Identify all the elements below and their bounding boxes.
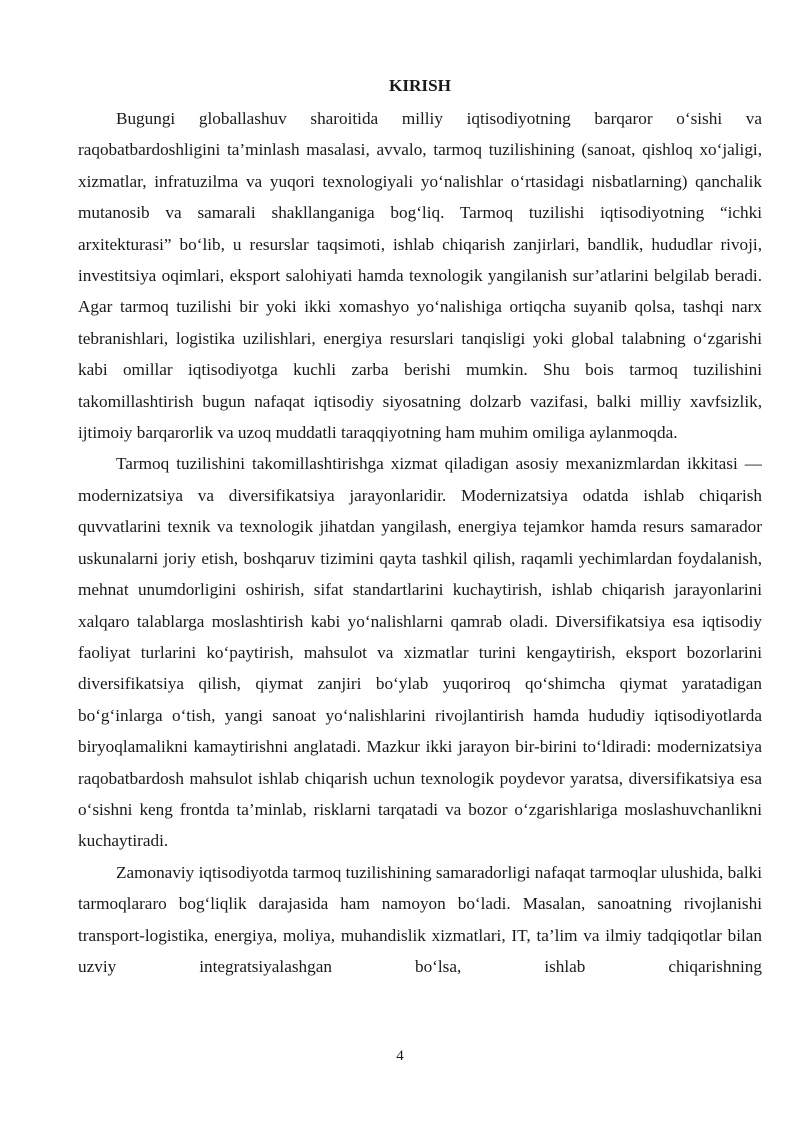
page-number: 4 [396,1048,404,1064]
paragraph-1: Bugungi globallashuv sharoitida milliy iqtisodiyotning barqaror o‘sishi va raqobatbardoshligini ta’minlash masalasi, avvalo, tarmoq tuzilishining (sanoat, qishloq xo‘jaligi, xizmatlar, infratuzilma va yuqori texnologiyali yo‘nalishlar o‘rtasidagi nisbatlarning) qanchalik mutanosib va samarali shakllanganiga bog‘liq. Tarmoq tuzilishi iqtisodiyotning “ichki arxitekturasi” bo‘lib, u resurslar taqsimoti, ishlab chiqarish zanjirlari, bandlik, hududlar rivoji, investitsiya oqimlari, eksport salohiyati hamda texnologik yangilanish sur’atlarini belgilab beradi. Agar tarmoq tuzilishi bir yoki ikki xomashyo yo‘nalishiga ortiqcha suyanib qolsa, tashqi narx tebranishlari, logistika uzilishlari, energiya resurslari tanqisligi yoki global talabning o‘zgarishi kabi omillar iqtisodiyotga kuchli zarba berishi mumkin. Shu bois tarmoq tuzilishini takomillashtirish bugun nafaqat iqtisodiy siyosatning dolzarb vazifasi, balki milliy xavfsizlik, ijtimoiy barqarorlik va uzoq muddatli taraqqiyotning ham muhim omiliga aylanmoqda. [78,109,762,443]
section-heading: KIRISH [388,76,452,95]
document-page [78,70,762,982]
paragraph-3: Zamonaviy iqtisodiyotda tarmoq tuzilishining samaradorligi nafaqat tarmoqlar ulushida, balki tarmoqlararo bog‘liqlik darajasida ham namoyon bo‘ladi. Masalan, sanoatning rivojlanishi transport-logistika, energiya, moliya, muhandislik xizmatlari, IT, ta’lim va ilmiy tadqiqotlar bilan uzviy integratsiyalashgan bo‘lsa, ishlab chiqarishning [78,862,762,976]
paragraph-2: Tarmoq tuzilishini takomillashtirishga xizmat qiladigan asosiy mexanizmlardan ikkitasi — modernizatsiya va diversifikatsiya jarayonlaridir. Modernizatsiya odatda ishlab chiqarish quvvatlarini texnik va texnologik jihatdan yangilash, energiya tejamkor hamda resurs samarador uskunalarni joriy etish, boshqaruv tizimini qayta tashkil qilish, raqamli yechimlardan foydalanish, mehnat unumdorligini oshirish, sifat standartlarini kuchaytirish, ishlab chiqarish jarayonlarini xalqaro talablarga moslashtirish kabi yo‘nalishlarni qamrab oladi. Diversifikatsiya esa iqtisodiy faoliyat turlarini ko‘paytirish, mahsulot va xizmatlar turini kengaytirish, eksport bozorlarini diversifikatsiya qilish, qiymat zanjiri bo‘ylab yuqoriroq qo‘shimcha qiymat yaratadigan bo‘g‘inlarga o‘tish, yangi sanoat yo‘nalishlarini rivojlantirish hamda hududiy iqtisodiyotlarda biryoqlamalikni kamaytirishni anglatadi. Mazkur ikki jarayon bir-birini to‘ldiradi: modernizatsiya raqobatbardosh mahsulot ishlab chiqarish uchun texnologik poydevor yaratsa, diversifikatsiya esa o‘sishni keng frontda ta’minlab, risklarni tarqatadi va bozor o‘zgarishlariga moslashuvchanlikni kuchaytiradi. [78,454,762,851]
